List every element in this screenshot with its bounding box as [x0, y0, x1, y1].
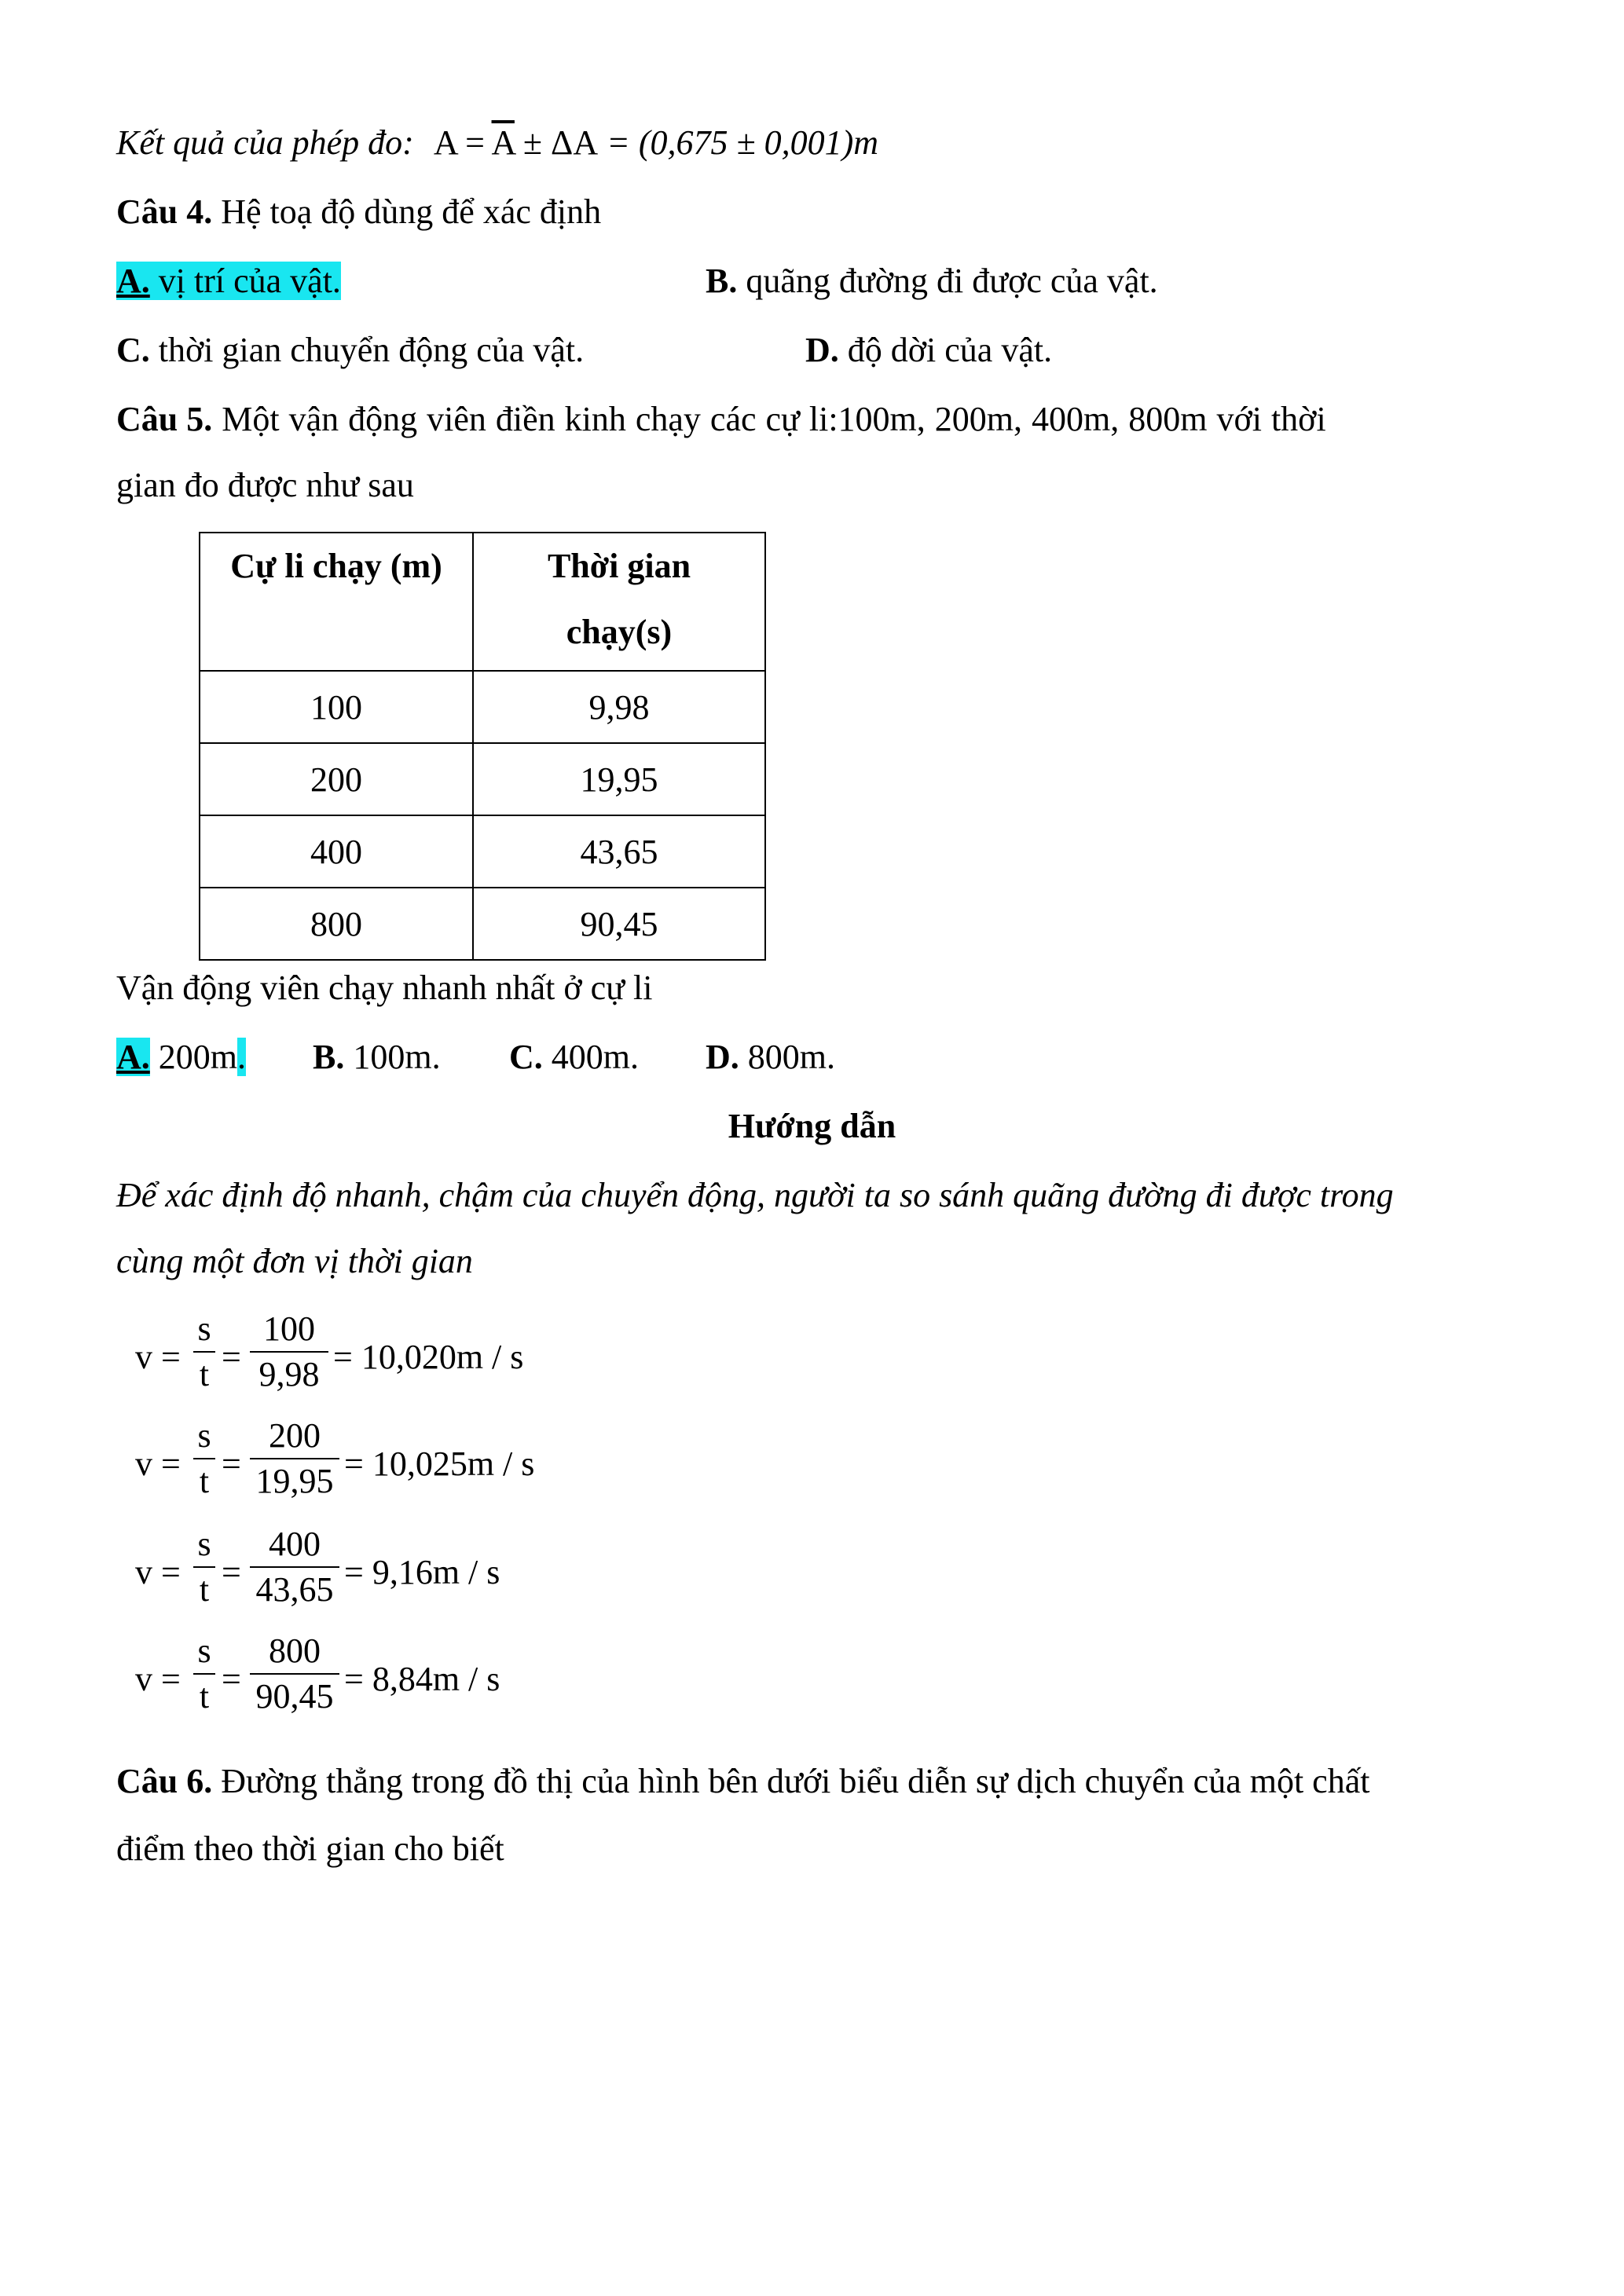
q5-option-c-text: 400m. — [542, 1038, 640, 1076]
equation-lhs: v = — [135, 1445, 181, 1483]
equation-result: = 9,16m / s — [344, 1553, 500, 1591]
q4-option-b — [706, 264, 1158, 298]
fraction-s-over-t — [193, 1416, 215, 1500]
q4-option-a — [116, 264, 341, 298]
q5-option-d — [706, 1040, 835, 1075]
q4-option-c-text: thời gian chuyển động của vật. — [149, 331, 585, 369]
fraction-t: t — [199, 1570, 210, 1609]
result-line — [116, 123, 879, 162]
result-formula-b: ± ΔA — [514, 123, 599, 162]
table-header-time-line2: chạy(s) — [566, 613, 673, 651]
q5-option-a-letter: A. — [116, 1038, 150, 1076]
q6-stem-line1 — [116, 1764, 1369, 1799]
q5-option-a-dot: . — [237, 1038, 247, 1076]
equation-result: = 10,025m / s — [344, 1445, 535, 1483]
q4-option-d — [805, 333, 1052, 368]
q4-option-a-text: vị trí của vật. — [149, 262, 341, 300]
fraction-s: s — [197, 1416, 211, 1455]
result-formula-c: = (0,675 ± 0,001)m — [598, 123, 879, 162]
equals-sign: = — [222, 1445, 241, 1483]
table-header-time-line1: Thời gian — [547, 547, 691, 585]
table-cell-time: 9,98 — [473, 671, 765, 743]
q6-number: Câu 6. — [116, 1762, 213, 1800]
table-row — [200, 743, 765, 815]
equation-lhs: v = — [135, 1660, 181, 1698]
q5-question: Vận động viên chạy nhanh nhất ở cự li — [116, 969, 653, 1007]
q4-option-b-text: quãng đường đi được của vật. — [737, 262, 1158, 300]
q4-option-d-text: độ dời của vật. — [838, 331, 1053, 369]
equals-sign: = — [222, 1338, 241, 1376]
table-header-row — [200, 533, 765, 671]
table-row — [200, 888, 765, 960]
result-a-bar: $\overline{A}$ — [491, 123, 515, 162]
q5-stem-line1 — [116, 402, 1326, 437]
fraction-t: t — [199, 1462, 210, 1500]
fraction-s: s — [197, 1631, 211, 1670]
q5-option-d-letter: D. — [706, 1038, 739, 1076]
fraction-denominator: 43,65 — [255, 1570, 334, 1609]
fraction-s-over-t — [193, 1631, 215, 1716]
fraction-value — [250, 1527, 339, 1607]
fraction-value — [250, 1309, 328, 1393]
fraction-t: t — [199, 1355, 210, 1393]
table-cell-time: 43,65 — [473, 815, 765, 888]
q4-option-a-letter: A. — [116, 262, 150, 300]
table-row — [200, 815, 765, 888]
table-cell-distance: 100 — [200, 671, 473, 743]
equation-lhs: v = — [135, 1338, 181, 1376]
guide-title: Hướng dẫn — [728, 1107, 896, 1145]
table-header-time — [473, 533, 765, 671]
fraction-s-over-t — [193, 1309, 215, 1393]
table-cell-time: 19,95 — [473, 743, 765, 815]
q5-option-d-text: 800m. — [739, 1038, 836, 1076]
table-cell-distance: 800 — [200, 888, 473, 960]
equation-result: = 10,020m / s — [333, 1338, 524, 1376]
fraction-s-over-t — [193, 1527, 215, 1607]
fraction-s: s — [197, 1525, 211, 1563]
q5-text-line1: Một vận động viên điền kinh chạy các cự li:100m, 200m, 400m, 800m với thời — [212, 400, 1326, 438]
table-cell-distance: 400 — [200, 815, 473, 888]
equals-sign: = — [222, 1660, 241, 1698]
fraction-t: t — [199, 1677, 210, 1716]
fraction-numerator: 100 — [263, 1309, 315, 1348]
distance-time-table — [199, 532, 766, 961]
fraction-numerator: 400 — [269, 1525, 321, 1563]
result-label: Kết quả của phép đo: — [116, 123, 414, 162]
table-cell-distance: 200 — [200, 743, 473, 815]
guide-line2: cùng một đơn vị thời gian — [116, 1242, 473, 1280]
table-row — [200, 671, 765, 743]
fraction-numerator: 200 — [269, 1416, 321, 1455]
q5-option-b — [313, 1040, 441, 1075]
q4-option-b-letter: B. — [706, 262, 738, 300]
q4-text: Hệ toạ độ dùng để xác định — [212, 192, 602, 231]
fraction-s: s — [197, 1309, 211, 1348]
q5-number: Câu 5. — [116, 400, 213, 438]
equation-lhs: v = — [135, 1553, 181, 1591]
table-cell-time: 90,45 — [473, 888, 765, 960]
fraction-denominator: 90,45 — [255, 1677, 334, 1716]
q5-stem-line2: gian đo được như sau — [116, 466, 414, 504]
q4-option-c — [116, 333, 584, 368]
q5-option-b-letter: B. — [313, 1038, 345, 1076]
fraction-value — [250, 1631, 339, 1716]
fraction-denominator: 9,98 — [258, 1355, 320, 1393]
q5-option-a — [116, 1040, 246, 1075]
guide-line1: Để xác định độ nhanh, chậm của chuyển động, người ta so sánh quãng đường đi được trong — [116, 1176, 1394, 1214]
q4-stem — [116, 192, 602, 231]
q5-option-c-letter: C. — [509, 1038, 543, 1076]
equation-result: = 8,84m / s — [344, 1660, 500, 1698]
q4-option-c-letter: C. — [116, 331, 150, 369]
table-header-distance: Cự li chạy (m) — [200, 533, 473, 671]
equals-sign: = — [222, 1553, 241, 1591]
result-formula-a: A = — [433, 123, 492, 162]
q6-stem-line2: điểm theo thời gian cho biết — [116, 1829, 504, 1868]
q4-number: Câu 4. — [116, 192, 213, 231]
q6-text-line1: Đường thẳng trong đồ thị của hình bên dưới biểu diễn sự dịch chuyển của một chất — [212, 1762, 1370, 1800]
q5-option-a-text: 200m — [149, 1038, 238, 1076]
q4-option-d-letter: D. — [805, 331, 839, 369]
fraction-denominator: 19,95 — [255, 1462, 334, 1500]
fraction-value — [250, 1416, 339, 1500]
q5-option-b-text: 100m. — [344, 1038, 441, 1076]
fraction-numerator: 800 — [269, 1631, 321, 1670]
q5-option-c — [509, 1040, 639, 1075]
